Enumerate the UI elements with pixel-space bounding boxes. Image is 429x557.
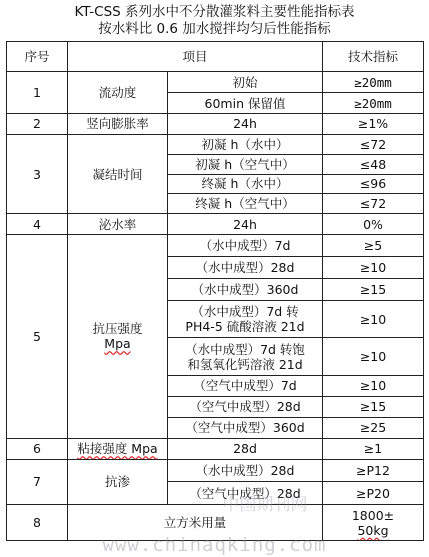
table-row (7, 505, 424, 541)
item-condition: （水中成型）7d (168, 235, 323, 257)
item-condition: 24h (168, 114, 323, 135)
item-name: 流动度 (68, 72, 168, 114)
item-name-line1: 抗压强度 (92, 321, 143, 337)
item-condition: （水中成型）28d (168, 257, 323, 279)
item-name-text: 粘接强度 Mpa (77, 441, 158, 457)
header-item: 项目 (68, 42, 323, 72)
watermark-logo-text: 中国期刊网 (222, 495, 308, 515)
item-name: 凝结时间 (68, 134, 168, 213)
spec-value: ≤48 (323, 154, 424, 174)
item-condition: （空气中成型）7d (168, 376, 323, 397)
watermark-url: www.chinaqking.com (102, 533, 327, 556)
item-condition: 初始 (168, 72, 323, 93)
spec-value-line1: 1800± (351, 507, 395, 523)
item-condition: 28d (168, 438, 323, 459)
item-condition: 初凝 h（水中） (168, 134, 323, 154)
row-number: 3 (7, 134, 68, 213)
performance-table (6, 41, 424, 541)
row-number: 7 (7, 459, 68, 505)
table-header-row (7, 42, 424, 72)
table-row (7, 459, 424, 482)
spec-value: ≤72 (323, 194, 424, 214)
spec-value: ≥5 (323, 235, 424, 257)
item-name: 竖向膨胀率 (68, 114, 168, 135)
header-no: 序号 (7, 42, 68, 72)
item-condition: 60min 保留值 (168, 93, 323, 114)
table-row (7, 214, 424, 235)
spec-value: ≥1% (323, 114, 424, 135)
item-name (68, 235, 168, 439)
spec-value: ≥15 (323, 396, 424, 417)
header-spec: 技术指标 (323, 42, 424, 72)
condition-line1: （水中成型）7d 转 (191, 304, 299, 320)
item-condition: 初凝 h（空气中） (168, 154, 323, 174)
row-number: 6 (7, 438, 68, 459)
item-name: 抗渗 (68, 459, 168, 505)
spec-value: ≥20mm (323, 72, 424, 93)
item-condition: （水中成型）28d (168, 459, 323, 482)
row-number: 8 (7, 505, 68, 541)
spec-value: ≥10 (323, 300, 424, 338)
condition-line2: 和氢氧化钙溶液 21d (187, 356, 303, 372)
spec-value: ≥10 (323, 257, 424, 279)
table-row (7, 114, 424, 135)
spec-value (323, 505, 424, 541)
table-title: KT-CSS 系列水中不分散灌浆料主要性能指标表 (74, 4, 355, 20)
item-condition (168, 338, 323, 376)
spec-value: ≥10 (323, 338, 424, 376)
spec-value: ≥20mm (323, 93, 424, 114)
spec-value: ≤72 (323, 134, 424, 154)
table-row (7, 235, 424, 257)
spec-value-line2: 50kg (357, 522, 389, 538)
spec-value: ≥15 (323, 278, 424, 300)
table-row (7, 72, 424, 93)
spec-value: ≥25 (323, 417, 424, 438)
item-condition: （水中成型）360d (168, 278, 323, 300)
item-name: 泌水率 (68, 214, 168, 235)
spec-value: ≥1 (323, 438, 424, 459)
item-condition: （空气中成型）28d (168, 482, 323, 505)
table-subtitle: 按水料比 0.6 加水搅拌均匀后性能指标 (98, 21, 331, 37)
row-number: 5 (7, 235, 68, 439)
item-name: 立方米用量 (68, 505, 323, 541)
spec-value: ≥10 (323, 376, 424, 397)
item-condition: 终凝 h（空气中） (168, 194, 323, 214)
item-name-unit: Mpa (104, 336, 131, 352)
row-number: 2 (7, 114, 68, 135)
spec-value: ≤96 (323, 174, 424, 194)
condition-line2: PH4-5 硫酸溶液 21d (185, 319, 305, 335)
row-number: 4 (7, 214, 68, 235)
item-condition (168, 300, 323, 338)
condition-line1: （水中成型）7d 转饱 (185, 341, 305, 357)
table-row (7, 134, 424, 154)
item-condition: 终凝 h（水中） (168, 174, 323, 194)
item-name (68, 438, 168, 459)
spec-value: ≥P20 (323, 482, 424, 505)
spec-value: ≥P12 (323, 459, 424, 482)
spec-value: 0% (323, 214, 424, 235)
item-condition: 24h (168, 214, 323, 235)
row-number: 1 (7, 72, 68, 114)
table-row (7, 438, 424, 459)
item-condition: （空气中成型）28d (168, 396, 323, 417)
item-condition: （空气中成型）360d (168, 417, 323, 438)
